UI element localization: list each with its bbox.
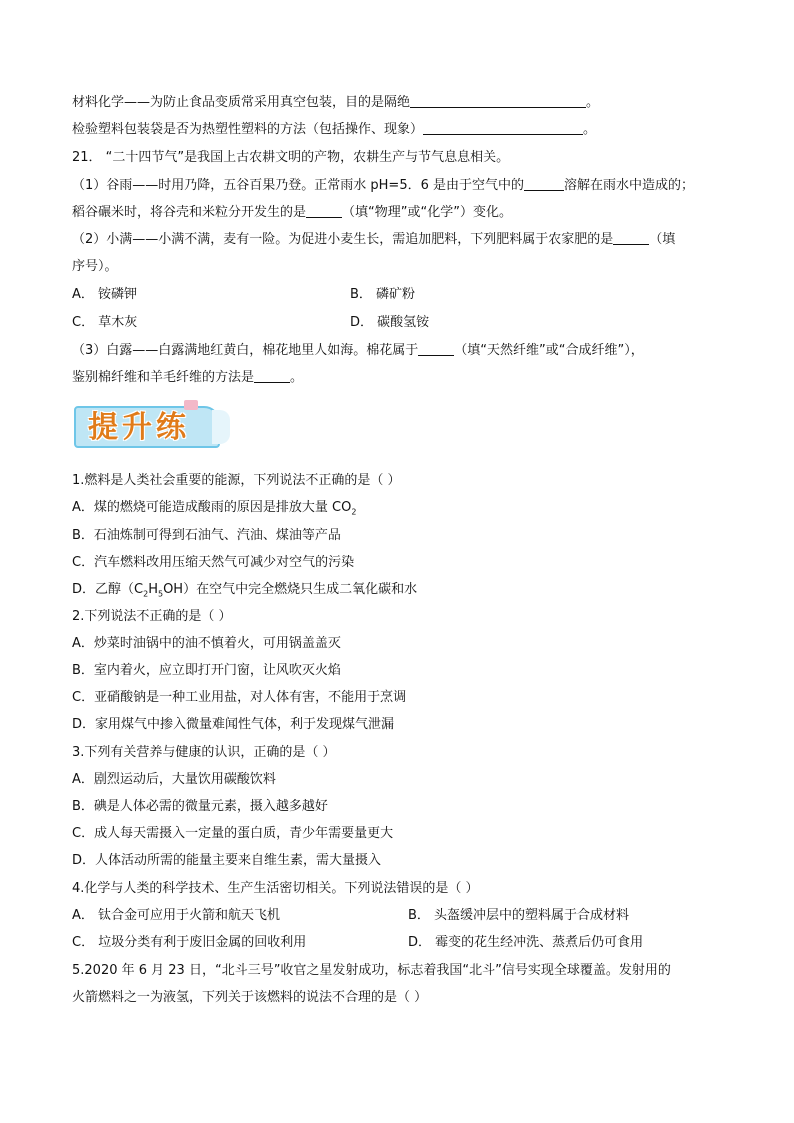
option-text: H	[148, 582, 158, 597]
text-line	[72, 177, 694, 195]
option-b[interactable]: B． 头盔缓冲层中的塑料属于合成材料	[408, 908, 630, 923]
question-1-stem: 1.燃料是人类社会重要的能源，下列说法不正确的是（ ）	[72, 473, 401, 488]
question-4-stem: 4.化学与人类的科学技术、生产生活密切相关。下列说法错误的是（ ）	[72, 881, 479, 896]
question-21-stem: 21． “二十四节气”是我国上古农耕文明的产物，农耕生产与节气息息相关。	[72, 150, 510, 165]
text-span: （3）白露——白露满地红黄白，棉花地里人如海。棉花属于	[72, 343, 419, 358]
text-span: 。	[290, 370, 304, 385]
text-line	[72, 121, 596, 139]
question-2-stem: 2.下列说法不正确的是（ ）	[72, 609, 232, 624]
option-a[interactable]: A． 钛合金可应用于火箭和航天飞机	[72, 908, 281, 923]
option-c[interactable]: C． 垃圾分类有利于废旧金属的回收利用	[72, 935, 307, 950]
banner-scroll-end	[212, 410, 230, 444]
option-b[interactable]: B． 磷矿粉	[350, 287, 416, 302]
question-5-stem-cont: 火箭燃料之一为液氢，下列关于该燃料的说法不合理的是（ ）	[72, 990, 428, 1005]
option-d[interactable]	[72, 581, 417, 604]
text-span: （填“物理”或“化学”）变化。	[342, 205, 512, 220]
option-text: A．煤的燃烧可能造成酸雨的原因是排放大量 CO	[72, 500, 352, 515]
option-d[interactable]: D． 霉变的花生经冲洗、蒸煮后仍可食用	[408, 935, 644, 950]
option-a[interactable]: A． 铵磷钾	[72, 287, 138, 302]
option-a[interactable]	[72, 499, 356, 522]
text-span: （1）谷雨——时用乃降，五谷百果乃登。正常雨水 pH=5．6 是由于空气中的	[72, 178, 524, 193]
text-span: 鉴别棉纤维和羊毛纤维的方法是	[72, 370, 255, 385]
option-b[interactable]: B．石油炼制可得到石油气、汽油、煤油等产品	[72, 528, 341, 543]
text-span: 。	[583, 122, 597, 137]
answer-blank[interactable]	[254, 369, 290, 383]
text-span: （填	[649, 232, 676, 247]
option-text: D．乙醇（C	[72, 582, 144, 597]
text-line	[72, 94, 599, 112]
option-c[interactable]: C．亚硝酸钠是一种工业用盐，对人体有害，不能用于烹调	[72, 690, 407, 705]
question-3-stem: 3.下列有关营养与健康的认识，正确的是（ ）	[72, 745, 336, 760]
answer-blank[interactable]	[418, 342, 454, 356]
text-line	[72, 369, 303, 387]
subscript: 2	[351, 507, 357, 517]
subscript: 2	[143, 589, 149, 599]
answer-blank[interactable]	[524, 177, 564, 191]
section-banner	[74, 404, 232, 454]
option-a[interactable]: A．炒菜时油锅中的油不慎着火，可用锅盖盖灭	[72, 636, 341, 651]
option-c[interactable]: C．汽车燃料改用压缩天然气可减少对空气的污染	[72, 555, 355, 570]
answer-blank[interactable]	[613, 231, 649, 245]
text-span: 稻谷碾米时，将谷壳和米粒分开发生的是	[72, 205, 307, 220]
text-span: 检验塑料包装袋是否为热塑性塑料的方法（包括操作、现象）	[72, 122, 424, 137]
option-a[interactable]: A．剧烈运动后，大量饮用碳酸饮料	[72, 772, 276, 787]
option-c[interactable]: C．成人每天需摄入一定量的蛋白质，青少年需要量更大	[72, 826, 394, 841]
text-span: 溶解在雨水中造成的；	[564, 178, 695, 193]
answer-blank[interactable]	[306, 204, 342, 218]
text-line	[72, 231, 675, 249]
answer-blank[interactable]	[423, 121, 583, 135]
text-span: 。	[586, 95, 600, 110]
answer-blank[interactable]	[410, 94, 586, 108]
option-d[interactable]: D．人体活动所需的能量主要来自维生素，需大量摄入	[72, 853, 382, 868]
option-text: OH）在空气中完全燃烧只生成二氧化碳和水	[163, 582, 418, 597]
option-b[interactable]: B．室内着火，应立即打开门窗，让风吹灭火焰	[72, 663, 341, 678]
text-span: 材料化学——为防止食品变质常采用真空包装，目的是隔绝	[72, 95, 411, 110]
option-d[interactable]: D． 碳酸氢铵	[350, 315, 430, 330]
text-span: （2）小满——小满不满，麦有一险。为促进小麦生长，需追加肥料，下列肥料属于农家肥的是	[72, 232, 614, 247]
question-5-stem: 5.2020 年 6 月 23 日，“北斗三号”收官之星发射成功，标志着我国“北斗”信号实现全球覆盖。发射用的	[72, 963, 671, 978]
option-d[interactable]: D．家用煤气中掺入微量难闻性气体，利于发现煤气泄漏	[72, 717, 395, 732]
text-span: （填“天然纤维”或“合成纤维”），	[454, 343, 644, 358]
text-line	[72, 204, 512, 222]
subscript: 5	[157, 589, 164, 599]
text-line	[72, 342, 644, 360]
text-line: 序号）。	[72, 259, 118, 274]
option-c[interactable]: C． 草木灰	[72, 315, 138, 330]
banner-title: 提升练	[88, 410, 190, 445]
option-b[interactable]: B．碘是人体必需的微量元素，摄入越多越好	[72, 799, 328, 814]
